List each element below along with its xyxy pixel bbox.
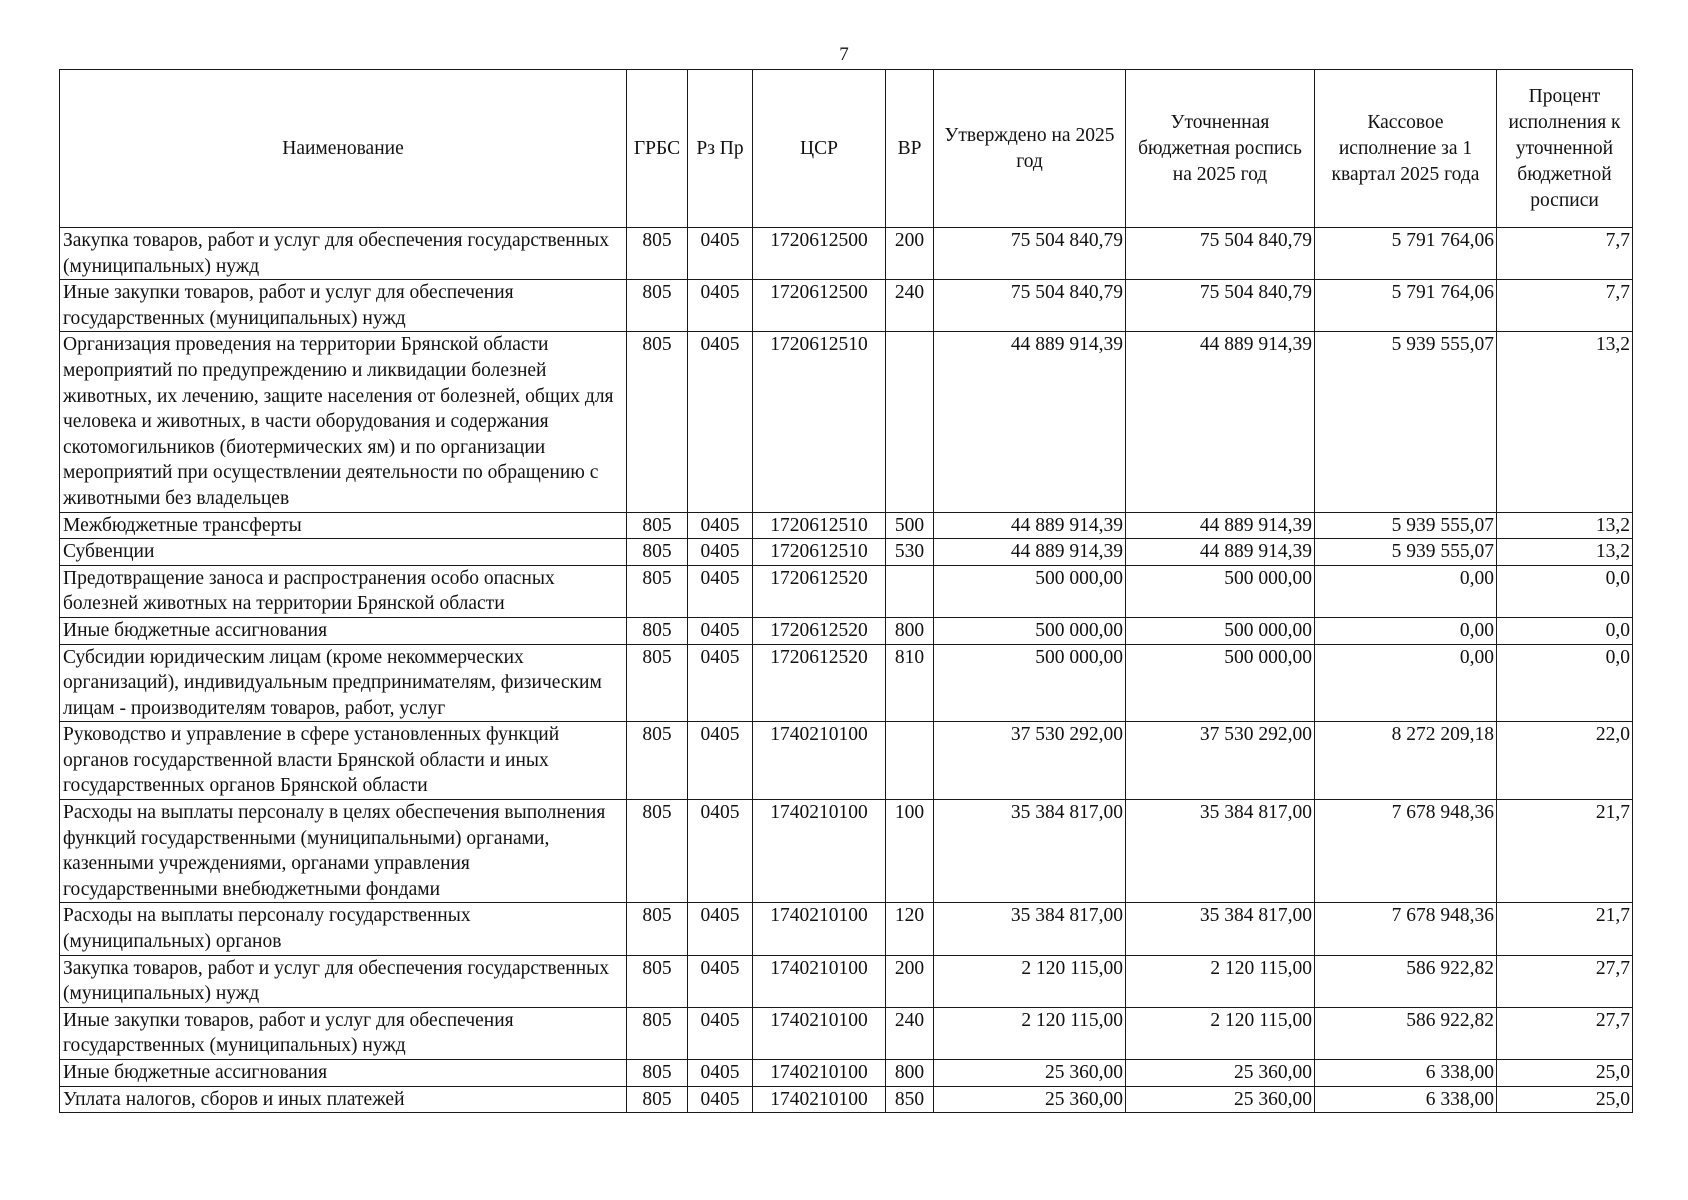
cell-vr — [886, 722, 934, 800]
cell-csr: 1740210100 — [753, 800, 886, 903]
cell-cash: 5 791 764,06 — [1315, 280, 1497, 332]
table-row — [60, 512, 1633, 539]
cell-grbs: 805 — [627, 617, 688, 644]
cell-approved: 500 000,00 — [934, 565, 1126, 617]
cell-vr: 530 — [886, 539, 934, 566]
cell-refined: 44 889 914,39 — [1126, 539, 1315, 566]
cell-rzpr: 0405 — [688, 1007, 753, 1059]
cell-grbs: 805 — [627, 512, 688, 539]
table-row — [60, 332, 1633, 512]
cell-vr — [886, 332, 934, 512]
cell-refined: 500 000,00 — [1126, 617, 1315, 644]
table-body — [60, 228, 1633, 1113]
cell-csr: 1740210100 — [753, 1086, 886, 1113]
cell-approved: 44 889 914,39 — [934, 512, 1126, 539]
cell-grbs: 805 — [627, 903, 688, 955]
cell-vr: 200 — [886, 955, 934, 1007]
cell-approved: 75 504 840,79 — [934, 228, 1126, 280]
cell-rzpr: 0405 — [688, 800, 753, 903]
header-refined: Уточненная бюджетная роспись на 2025 год — [1126, 70, 1315, 228]
cell-name: Уплата налогов, сборов и иных платежей — [60, 1086, 627, 1113]
cell-csr: 1720612510 — [753, 539, 886, 566]
cell-csr: 1720612500 — [753, 228, 886, 280]
cell-cash: 6 338,00 — [1315, 1086, 1497, 1113]
cell-rzpr: 0405 — [688, 617, 753, 644]
cell-refined: 25 360,00 — [1126, 1060, 1315, 1087]
cell-grbs: 805 — [627, 332, 688, 512]
cell-approved: 35 384 817,00 — [934, 800, 1126, 903]
table-row — [60, 1007, 1633, 1059]
header-grbs: ГРБС — [627, 70, 688, 228]
cell-refined: 75 504 840,79 — [1126, 228, 1315, 280]
cell-percent: 13,2 — [1497, 512, 1633, 539]
cell-vr: 200 — [886, 228, 934, 280]
table-row — [60, 1086, 1633, 1113]
cell-csr: 1720612520 — [753, 617, 886, 644]
cell-approved: 500 000,00 — [934, 617, 1126, 644]
cell-cash: 5 939 555,07 — [1315, 539, 1497, 566]
table-row — [60, 280, 1633, 332]
page-number: 7 — [839, 44, 849, 65]
cell-vr: 810 — [886, 644, 934, 722]
cell-cash: 8 272 209,18 — [1315, 722, 1497, 800]
cell-cash: 5 939 555,07 — [1315, 512, 1497, 539]
cell-vr: 240 — [886, 1007, 934, 1059]
cell-grbs: 805 — [627, 565, 688, 617]
cell-cash: 586 922,82 — [1315, 1007, 1497, 1059]
cell-name: Иные бюджетные ассигнования — [60, 617, 627, 644]
cell-approved: 44 889 914,39 — [934, 332, 1126, 512]
cell-name: Иные закупки товаров, работ и услуг для обеспечения государственных (муниципальных) нужд — [60, 1007, 627, 1059]
cell-refined: 2 120 115,00 — [1126, 955, 1315, 1007]
table-row — [60, 228, 1633, 280]
table-row — [60, 565, 1633, 617]
cell-rzpr: 0405 — [688, 1086, 753, 1113]
cell-grbs: 805 — [627, 1060, 688, 1087]
cell-vr: 800 — [886, 1060, 934, 1087]
cell-grbs: 805 — [627, 1086, 688, 1113]
cell-cash: 0,00 — [1315, 644, 1497, 722]
cell-name: Расходы на выплаты персоналу в целях обеспечения выполнения функций государственными (муниципальными) органами, казенными учреждениями, органами управления государственными внебюджетными фондами — [60, 800, 627, 903]
cell-csr: 1720612510 — [753, 332, 886, 512]
cell-rzpr: 0405 — [688, 565, 753, 617]
cell-percent: 27,7 — [1497, 1007, 1633, 1059]
header-csr: ЦСР — [753, 70, 886, 228]
cell-rzpr: 0405 — [688, 903, 753, 955]
cell-approved: 25 360,00 — [934, 1086, 1126, 1113]
cell-refined: 35 384 817,00 — [1126, 903, 1315, 955]
cell-grbs: 805 — [627, 722, 688, 800]
cell-cash: 7 678 948,36 — [1315, 800, 1497, 903]
table-row — [60, 539, 1633, 566]
cell-grbs: 805 — [627, 955, 688, 1007]
table-row — [60, 903, 1633, 955]
cell-percent: 21,7 — [1497, 903, 1633, 955]
cell-cash: 586 922,82 — [1315, 955, 1497, 1007]
cell-csr: 1720612520 — [753, 565, 886, 617]
cell-name: Межбюджетные трансферты — [60, 512, 627, 539]
cell-percent: 25,0 — [1497, 1060, 1633, 1087]
cell-approved: 75 504 840,79 — [934, 280, 1126, 332]
cell-grbs: 805 — [627, 280, 688, 332]
budget-table — [59, 69, 1633, 1113]
cell-cash: 5 939 555,07 — [1315, 332, 1497, 512]
cell-rzpr: 0405 — [688, 539, 753, 566]
cell-vr: 800 — [886, 617, 934, 644]
cell-approved: 500 000,00 — [934, 644, 1126, 722]
cell-percent: 22,0 — [1497, 722, 1633, 800]
cell-vr — [886, 565, 934, 617]
header-rzpr: Рз Пр — [688, 70, 753, 228]
table-row — [60, 800, 1633, 903]
cell-name: Закупка товаров, работ и услуг для обеспечения государственных (муниципальных) нужд — [60, 955, 627, 1007]
cell-refined: 44 889 914,39 — [1126, 332, 1315, 512]
cell-refined: 500 000,00 — [1126, 565, 1315, 617]
cell-rzpr: 0405 — [688, 955, 753, 1007]
cell-vr: 500 — [886, 512, 934, 539]
cell-cash: 6 338,00 — [1315, 1060, 1497, 1087]
header-cash: Кассовое исполнение за 1 квартал 2025 года — [1315, 70, 1497, 228]
cell-cash: 0,00 — [1315, 565, 1497, 617]
cell-approved: 2 120 115,00 — [934, 1007, 1126, 1059]
cell-csr: 1720612500 — [753, 280, 886, 332]
cell-name: Предотвращение заноса и распространения особо опасных болезней животных на территории Брянской области — [60, 565, 627, 617]
cell-csr: 1740210100 — [753, 1060, 886, 1087]
table-row — [60, 1060, 1633, 1087]
table-row — [60, 722, 1633, 800]
cell-grbs: 805 — [627, 228, 688, 280]
cell-csr: 1740210100 — [753, 1007, 886, 1059]
cell-percent: 0,0 — [1497, 617, 1633, 644]
cell-rzpr: 0405 — [688, 512, 753, 539]
cell-name: Субсидии юридическим лицам (кроме некоммерческих организаций), индивидуальным предпринимателям, физическим лицам - производителям товаров, работ, услуг — [60, 644, 627, 722]
cell-refined: 2 120 115,00 — [1126, 1007, 1315, 1059]
cell-vr: 850 — [886, 1086, 934, 1113]
cell-refined: 500 000,00 — [1126, 644, 1315, 722]
cell-rzpr: 0405 — [688, 280, 753, 332]
cell-name: Организация проведения на территории Брянской области мероприятий по предупреждению и ликвидации болезней животных, их лечению, защите населения от болезней, общих для человека и животных, в части оборудования и содержания скотомогильников (биотермических ям) и по организации мероприятий при осуществлении деятельности по обращению с животными без владельцев — [60, 332, 627, 512]
table-row — [60, 617, 1633, 644]
cell-csr: 1720612510 — [753, 512, 886, 539]
table-row — [60, 955, 1633, 1007]
cell-approved: 37 530 292,00 — [934, 722, 1126, 800]
cell-refined: 25 360,00 — [1126, 1086, 1315, 1113]
cell-percent: 27,7 — [1497, 955, 1633, 1007]
cell-grbs: 805 — [627, 644, 688, 722]
cell-vr: 120 — [886, 903, 934, 955]
cell-grbs: 805 — [627, 800, 688, 903]
header-percent: Процент исполнения к уточненной бюджетной росписи — [1497, 70, 1633, 228]
cell-percent: 0,0 — [1497, 565, 1633, 617]
cell-grbs: 805 — [627, 539, 688, 566]
cell-name: Иные закупки товаров, работ и услуг для обеспечения государственных (муниципальных) нужд — [60, 280, 627, 332]
cell-name: Руководство и управление в сфере установленных функций органов государственной власти Брянской области и иных государственных органов Брянской области — [60, 722, 627, 800]
cell-refined: 35 384 817,00 — [1126, 800, 1315, 903]
cell-refined: 37 530 292,00 — [1126, 722, 1315, 800]
cell-csr: 1740210100 — [753, 955, 886, 1007]
cell-rzpr: 0405 — [688, 644, 753, 722]
cell-percent: 13,2 — [1497, 332, 1633, 512]
cell-csr: 1740210100 — [753, 903, 886, 955]
cell-percent: 13,2 — [1497, 539, 1633, 566]
cell-rzpr: 0405 — [688, 1060, 753, 1087]
cell-approved: 44 889 914,39 — [934, 539, 1126, 566]
cell-percent: 21,7 — [1497, 800, 1633, 903]
cell-cash: 0,00 — [1315, 617, 1497, 644]
cell-percent: 7,7 — [1497, 280, 1633, 332]
cell-vr: 100 — [886, 800, 934, 903]
cell-vr: 240 — [886, 280, 934, 332]
cell-percent: 0,0 — [1497, 644, 1633, 722]
cell-approved: 2 120 115,00 — [934, 955, 1126, 1007]
cell-name: Расходы на выплаты персоналу государственных (муниципальных) органов — [60, 903, 627, 955]
cell-rzpr: 0405 — [688, 228, 753, 280]
cell-rzpr: 0405 — [688, 332, 753, 512]
cell-approved: 25 360,00 — [934, 1060, 1126, 1087]
cell-refined: 44 889 914,39 — [1126, 512, 1315, 539]
cell-approved: 35 384 817,00 — [934, 903, 1126, 955]
header-vr: ВР — [886, 70, 934, 228]
cell-csr: 1740210100 — [753, 722, 886, 800]
cell-refined: 75 504 840,79 — [1126, 280, 1315, 332]
cell-name: Закупка товаров, работ и услуг для обеспечения государственных (муниципальных) нужд — [60, 228, 627, 280]
cell-cash: 5 791 764,06 — [1315, 228, 1497, 280]
cell-percent: 7,7 — [1497, 228, 1633, 280]
table-header-row — [60, 70, 1633, 228]
table-row — [60, 644, 1633, 722]
cell-cash: 7 678 948,36 — [1315, 903, 1497, 955]
header-approved: Утверждено на 2025 год — [934, 70, 1126, 228]
cell-percent: 25,0 — [1497, 1086, 1633, 1113]
cell-name: Субвенции — [60, 539, 627, 566]
cell-rzpr: 0405 — [688, 722, 753, 800]
cell-csr: 1720612520 — [753, 644, 886, 722]
cell-name: Иные бюджетные ассигнования — [60, 1060, 627, 1087]
cell-grbs: 805 — [627, 1007, 688, 1059]
header-name: Наименование — [60, 70, 627, 228]
